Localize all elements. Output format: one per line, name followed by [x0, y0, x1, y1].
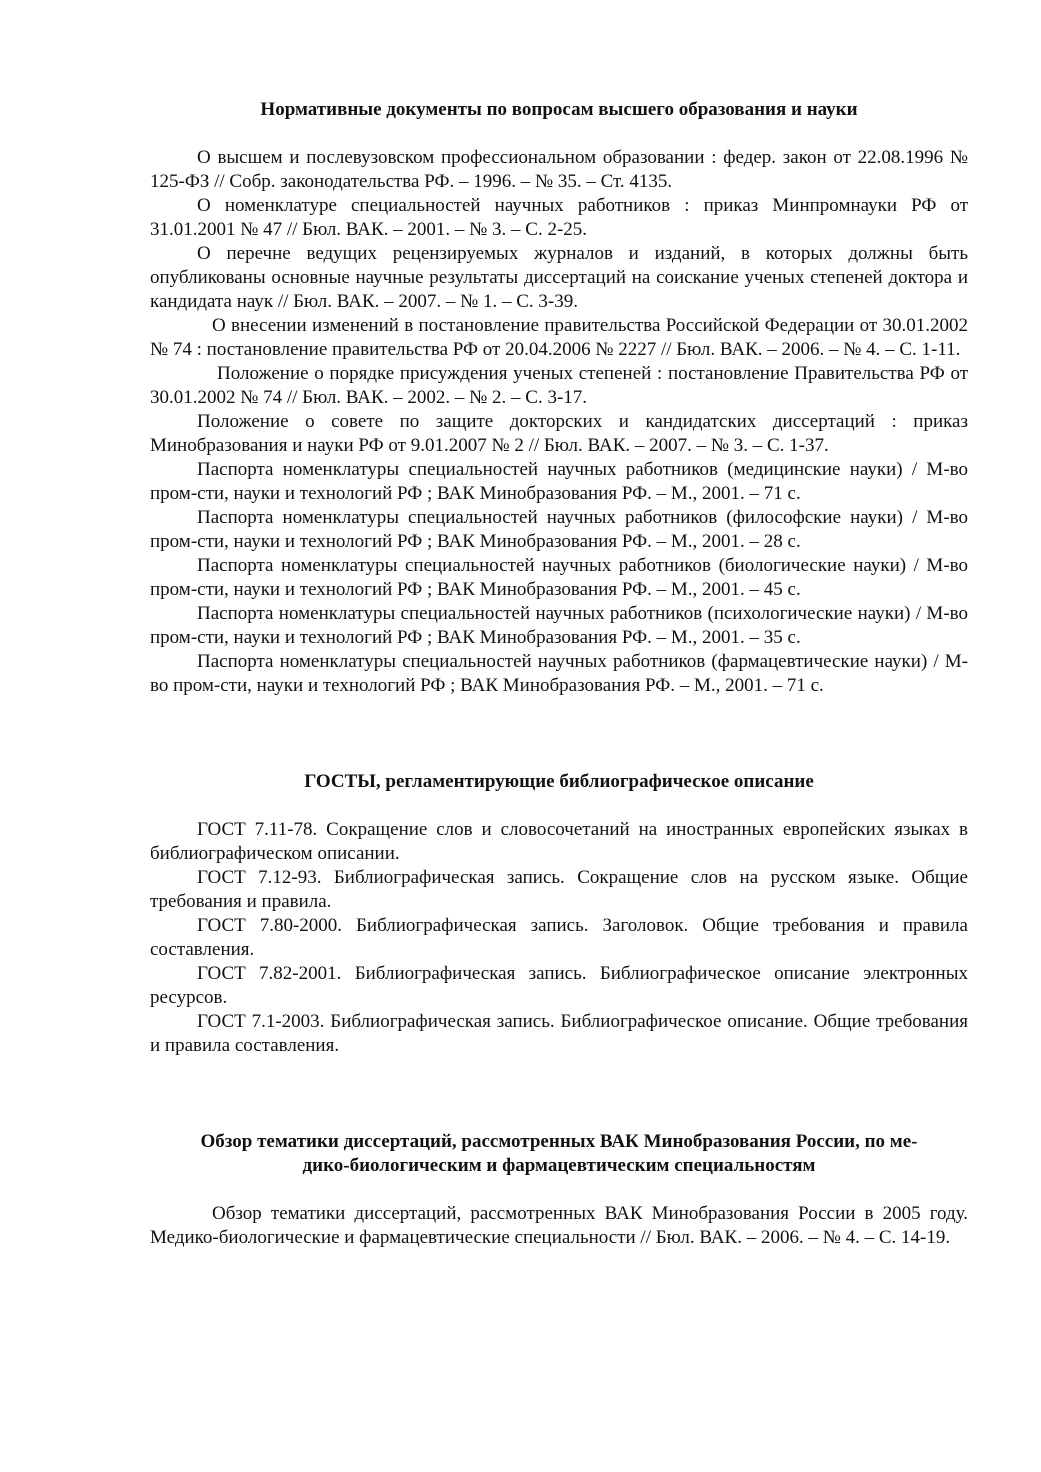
list-item: Паспорта номенклатуры специальностей научных работников (фармацевтические науки) / М-во пром-сти, науки и технологий РФ ; ВАК Минобразования РФ. – М., 2001. – 71 с.: [150, 651, 968, 696]
section-review-list: [150, 1202, 968, 1250]
list-item: Паспорта номенклатуры специальностей научных работников (биологические науки) / М-во пром-сти, науки и технологий РФ ; ВАК Минобразования РФ. – М., 2001. – 45 с.: [150, 555, 968, 600]
section-title-review: [150, 1130, 968, 1178]
section-title-review-line1: Обзор тематики диссертаций, рассмотренных ВАК Минобразования России, по ме-: [200, 1131, 918, 1152]
list-item: Положение о порядке присуждения ученых степеней : постановление Правительства РФ от 30.01.2002 № 74 // Бюл. ВАК. – 2002. – № 2. – С. 3-17.: [150, 363, 968, 408]
list-item: О внесении изменений в постановление правительства Российской Федерации от 30.01.2002 № 74 : постановление правительства РФ от 20.04.2006 № 2227 // Бюл. ВАК. – 2006. – № 4. – С. 1-11.: [150, 315, 968, 360]
section-title-gost: ГОСТЫ, регламентирующие библиографическое описание: [304, 771, 814, 792]
section-normative-list: [150, 146, 968, 698]
list-item: О высшем и послевузовском профессиональном образовании : федер. закон от 22.08.1996 № 125-ФЗ // Собр. законодательства РФ. – 1996. – № 35. – Ст. 4135.: [150, 147, 968, 192]
list-item: ГОСТ 7.12-93. Библиографическая запись. Сокращение слов на русском языке. Общие требования и правила.: [150, 867, 968, 912]
list-item: ГОСТ 7.80-2000. Библиографическая запись. Заголовок. Общие требования и правила составления.: [150, 915, 968, 960]
section-title-normative: Нормативные документы по вопросам высшего образования и науки: [260, 99, 858, 120]
section-gost-list: [150, 818, 968, 1058]
section-title-review-line2: дико-биологическим и фармацевтическим специальностям: [302, 1155, 816, 1176]
list-item: ГОСТ 7.82-2001. Библиографическая запись. Библиографическое описание электронных ресурсов.: [150, 963, 968, 1008]
list-item: ГОСТ 7.1-2003. Библиографическая запись. Библиографическое описание. Общие требования и правила составления.: [150, 1011, 968, 1056]
list-item: Паспорта номенклатуры специальностей научных работников (медицинские науки) / М-во пром-сти, науки и технологий РФ ; ВАК Минобразования РФ. – М., 2001. – 71 с.: [150, 459, 968, 504]
list-item: О перечне ведущих рецензируемых журналов и изданий, в которых должны быть опубликованы основные научные результаты диссертаций на соискание ученых степеней доктора и кандидата наук // Бюл. ВАК. – 2007. – № 1. – С. 3-39.: [150, 243, 968, 312]
list-item: О номенклатуре специальностей научных работников : приказ Минпромнауки РФ от 31.01.2001 № 47 // Бюл. ВАК. – 2001. – № 3. – С. 2-25.: [150, 195, 968, 240]
document-page: [150, 98, 968, 1250]
list-item: Положение о совете по защите докторских и кандидатских диссертаций : приказ Минобразования и науки РФ от 9.01.2007 № 2 // Бюл. ВАК. – 2007. – № 3. – С. 1-37.: [150, 411, 968, 456]
list-item: Паспорта номенклатуры специальностей научных работников (философские науки) / М-во пром-сти, науки и технологий РФ ; ВАК Минобразования РФ. – М., 2001. – 28 с.: [150, 507, 968, 552]
list-item: ГОСТ 7.11-78. Сокращение слов и словосочетаний на иностранных европейских языках в библиографическом описании.: [150, 819, 968, 864]
list-item: Паспорта номенклатуры специальностей научных работников (психологические науки) / М-во пром-сти, науки и технологий РФ ; ВАК Минобразования РФ. – М., 2001. – 35 с.: [150, 603, 968, 648]
list-item: Обзор тематики диссертаций, рассмотренных ВАК Минобразования России в 2005 году. Медико-биологические и фармацевтические специальности // Бюл. ВАК. – 2006. – № 4. – С. 14-19.: [150, 1203, 968, 1248]
